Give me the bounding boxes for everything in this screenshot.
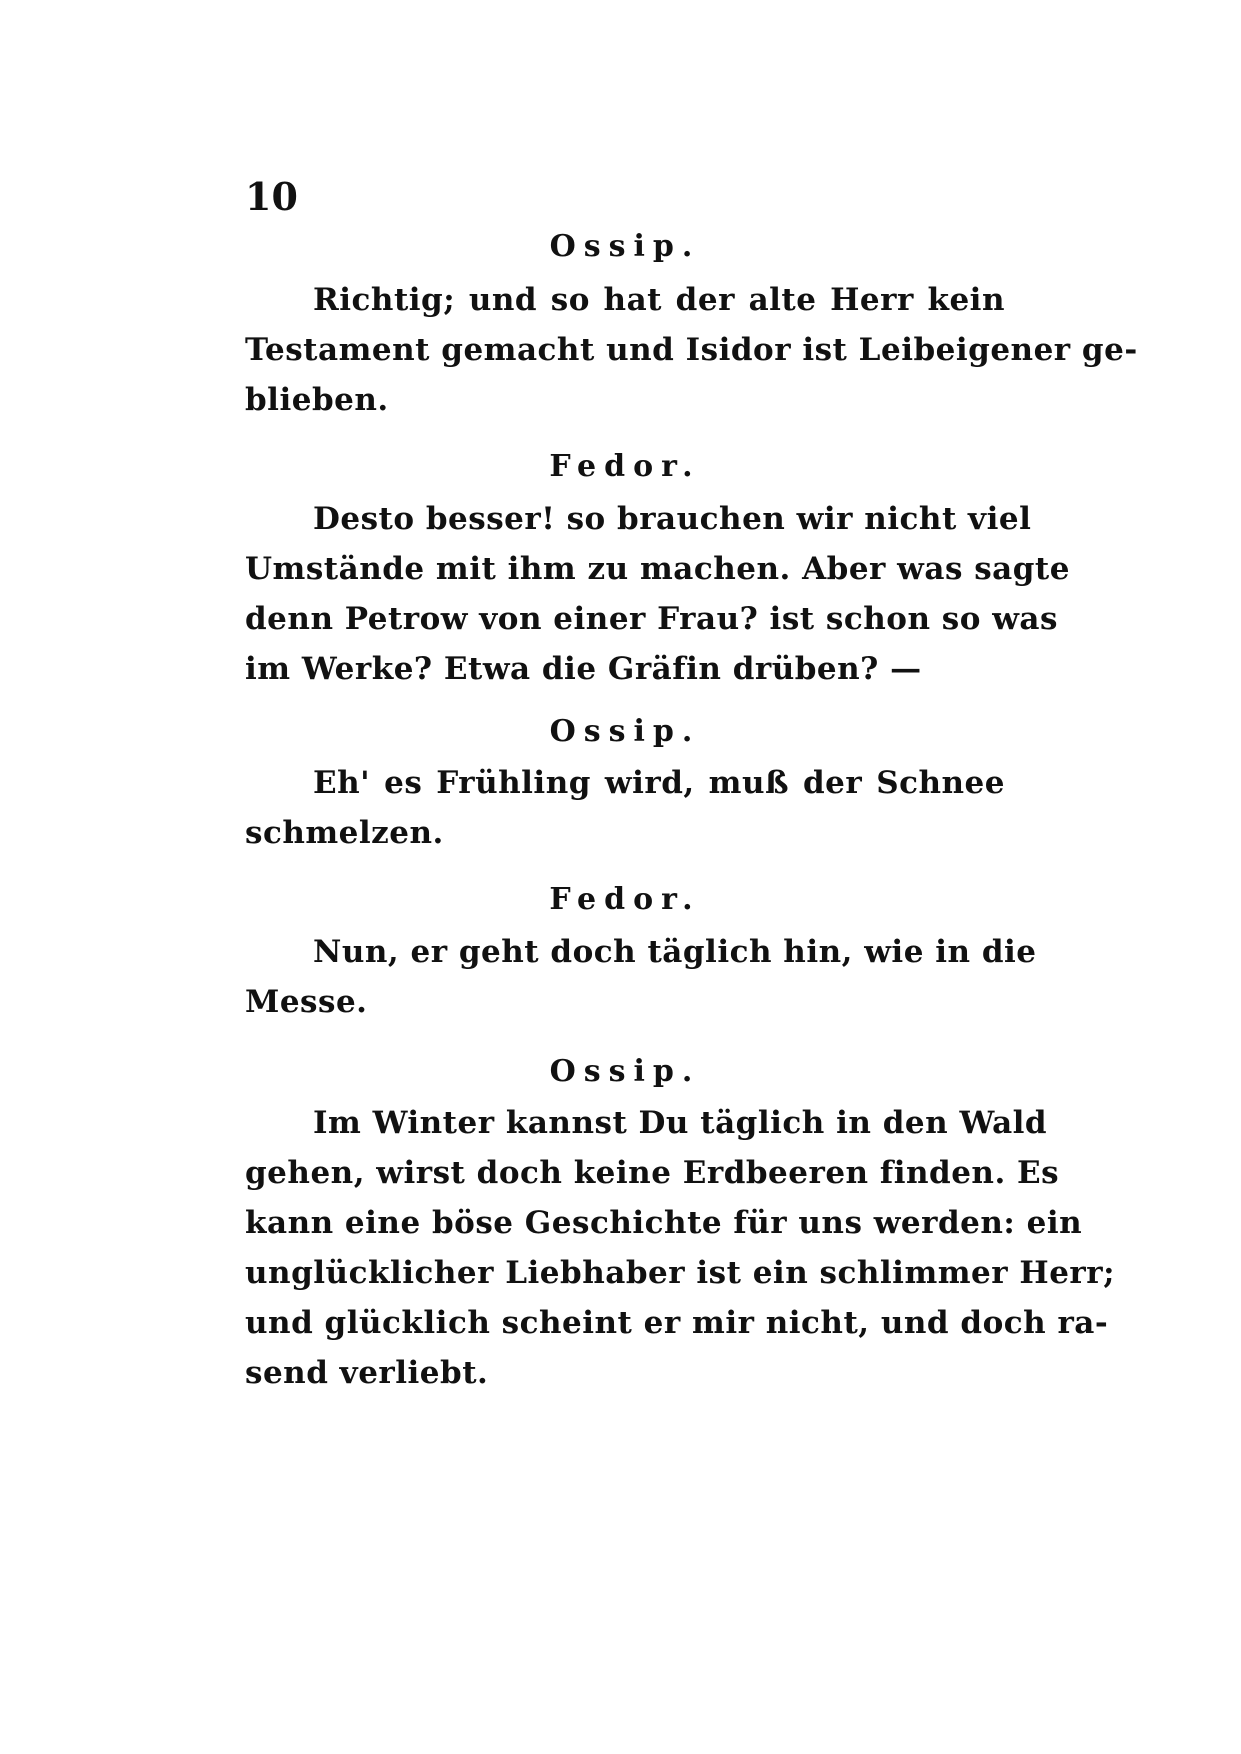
text-line: Messe.: [245, 984, 368, 1020]
text-line: Testament gemacht und Isidor ist Leibeigener ge-: [245, 332, 1138, 368]
speaker-heading: Ossip.: [549, 714, 701, 749]
text-line: schmelzen.: [245, 815, 444, 851]
speaker-heading: Ossip.: [549, 229, 701, 264]
text-line: send verliebt.: [245, 1355, 489, 1391]
text-line: im Werke? Etwa die Gräfin drüben? —: [245, 651, 922, 687]
text-line: Richtig; und so hat der alte Herr kein: [313, 282, 1005, 318]
text-line: kann eine böse Geschichte für uns werden: ein: [245, 1205, 1083, 1241]
dialogue-passage: [245, 1098, 1116, 1398]
text-line: denn Petrow von einer Frau? ist schon so was: [245, 601, 1058, 637]
text-line: und glücklich scheint er mir nicht, und doch ra-: [245, 1305, 1109, 1341]
dialogue-passage: [245, 494, 1070, 694]
text-line: Eh' es Frühling wird, muß der Schnee: [313, 765, 1005, 801]
dialogue-passage: [245, 758, 1005, 858]
speaker-heading: Ossip.: [549, 1054, 701, 1089]
text-line: unglücklicher Liebhaber ist ein schlimmer Herr;: [245, 1255, 1116, 1291]
text-line: Nun, er geht doch täglich hin, wie in die: [313, 934, 1037, 970]
page-number: 10: [245, 174, 298, 219]
speaker-heading: Fedor.: [549, 449, 701, 484]
text-line: Im Winter kannst Du täglich in den Wald: [313, 1105, 1048, 1141]
text-line: Umstände mit ihm zu machen. Aber was sagte: [245, 551, 1070, 587]
speaker-heading: Fedor.: [549, 882, 701, 917]
dialogue-passage: [245, 275, 1138, 425]
text-line: Desto besser! so brauchen wir nicht viel: [313, 501, 1032, 537]
dialogue-passage: [245, 927, 1037, 1027]
text-line: gehen, wirst doch keine Erdbeeren finden. Es: [245, 1155, 1060, 1191]
text-line: blieben.: [245, 382, 389, 418]
